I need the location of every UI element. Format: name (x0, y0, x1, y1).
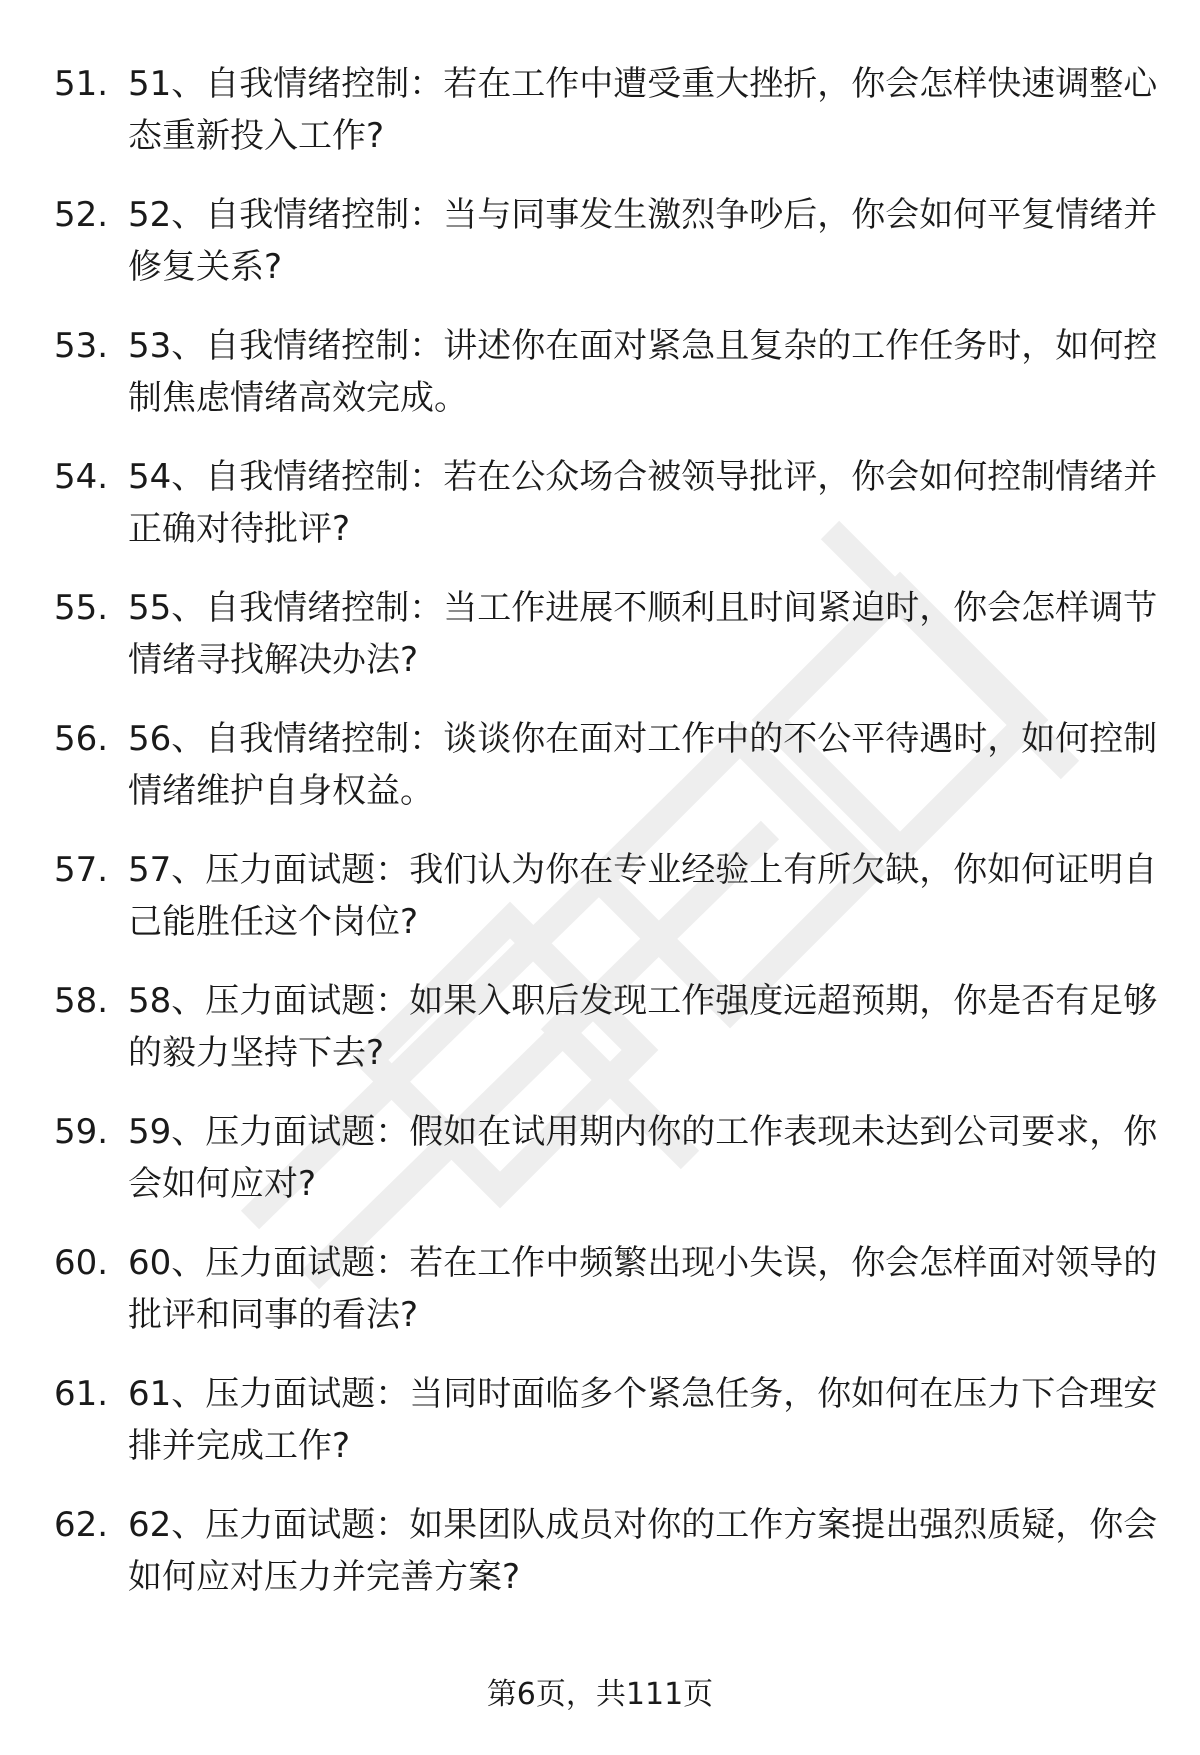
item-number: 62. (54, 1505, 109, 1545)
list-item (0, 713, 1200, 844)
list-item (0, 1368, 1200, 1499)
item-number: 56. (54, 719, 109, 759)
question-text: 52、自我情绪控制：当与同事发生激烈争吵后，你会如何平复情绪并修复关系? (128, 195, 1158, 287)
question-text: 59、压力面试题：假如在试用期内你的工作表现未达到公司要求，你会如何应对? (128, 1112, 1158, 1204)
item-number: 54. (54, 457, 109, 497)
question-text: 53、自我情绪控制：讲述你在面对紧急且复杂的工作任务时，如何控制焦虑情绪高效完成。 (128, 326, 1158, 418)
item-number: 53. (54, 326, 109, 366)
list-item (0, 1237, 1200, 1368)
question-text: 58、压力面试题：如果入职后发现工作强度远超预期，你是否有足够的毅力坚持下去? (128, 981, 1158, 1073)
item-number: 59. (54, 1112, 109, 1152)
item-number: 51. (54, 64, 109, 104)
list-item (0, 975, 1200, 1106)
item-number: 61. (54, 1374, 109, 1414)
list-item (0, 58, 1200, 189)
question-text: 51、自我情绪控制：若在工作中遭受重大挫折，你会怎样快速调整心态重新投入工作? (128, 64, 1158, 156)
item-number: 52. (54, 195, 109, 235)
question-text: 54、自我情绪控制：若在公众场合被领导批评，你会如何控制情绪并正确对待批评? (128, 457, 1158, 549)
item-number: 58. (54, 981, 109, 1021)
question-text: 56、自我情绪控制：谈谈你在面对工作中的不公平待遇时，如何控制情绪维护自身权益。 (128, 719, 1158, 811)
list-item (0, 1106, 1200, 1237)
list-item (0, 451, 1200, 582)
item-number: 55. (54, 588, 109, 628)
question-text: 62、压力面试题：如果团队成员对你的工作方案提出强烈质疑，你会如何应对压力并完善方案? (128, 1505, 1158, 1597)
list-item (0, 582, 1200, 713)
question-list (0, 58, 1200, 1630)
question-text: 55、自我情绪控制：当工作进展不顺利且时间紧迫时，你会怎样调节情绪寻找解决办法? (128, 588, 1158, 680)
list-item (0, 844, 1200, 975)
item-number: 57. (54, 850, 109, 890)
item-number: 60. (54, 1243, 109, 1283)
question-text: 57、压力面试题：我们认为你在专业经验上有所欠缺，你如何证明自己能胜任这个岗位? (128, 850, 1158, 942)
list-item (0, 320, 1200, 451)
list-item (0, 1499, 1200, 1630)
page-footer: 第6页，共111页 (486, 1677, 714, 1712)
list-item (0, 189, 1200, 320)
question-text: 61、压力面试题：当同时面临多个紧急任务，你如何在压力下合理安排并完成工作? (128, 1374, 1158, 1466)
question-text: 60、压力面试题：若在工作中频繁出现小失误，你会怎样面对领导的批评和同事的看法? (128, 1243, 1158, 1335)
